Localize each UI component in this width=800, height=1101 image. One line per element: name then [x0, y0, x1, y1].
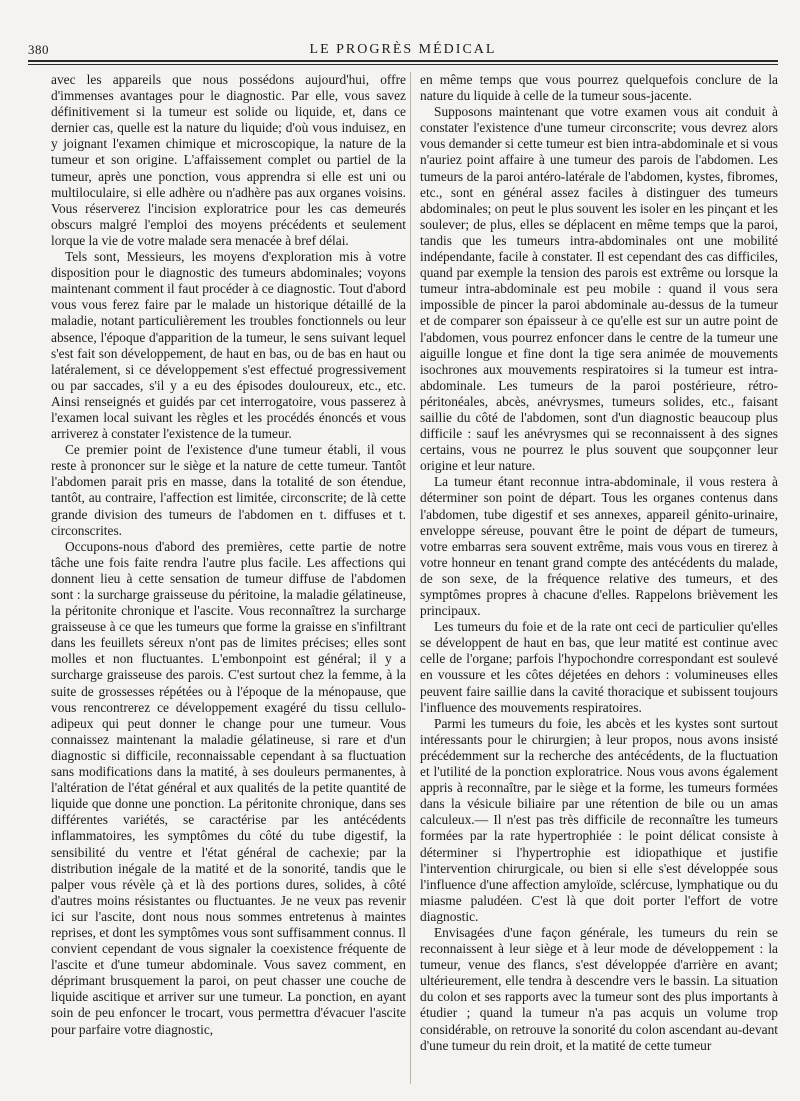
- paragraph: Envisagées d'une façon générale, les tumeurs du rein se reconnaissent à leur siège et à leur mode de développement : la tumeur, venue des flancs, s'est développée d'arrière en avant; ultérieurement, elle tendra à descendre vers le bassin. La situation du colon et ses rapports avec la tumeur sont des plus importants à étudier ; quand la tumeur n'a pas acquis un volume trop considérable, on retrouve la sonorité du colon ascendant au-devant d'une tumeur du rein droit, et la matité de cette tumeur: [420, 924, 778, 1053]
- paragraph: Occupons-nous d'abord des premières, cette partie de notre tâche une fois faite rendra l'autre plus facile. Les affections qui donnent lieu à cette sensation de tumeur diffuse de l'abdomen sont : la surcharge graisseuse du péritoine, la maladie gélatineuse, la péritonite chronique et l'ascite. Vous reconnaîtrez la surcharge graisseuse à ce que les tumeurs que forme la graisse en s'infiltrant dans les feuillets séreux n'ont pas de limites précises; elles sont molles et non fluctuantes. L'embonpoint est général; il y a surcharge graisseuse des parois. C'est surtout chez la femme, à la suite de grossesses répétées ou à l'époque de la ménopause, que vous rencontrerez ce développement exagéré du tissu cellulo-adipeux qui peut donner le change pour une tumeur. Vous connaissez maintenant la maladie gélatineuse, si rare et d'un diagnostic si difficile, reconnaissable cependant à sa fluctuation sans modifications dans la matité, à ses douleurs permanentes, à l'altération de l'état général et aux qualités de la petite quantité de liquide que donne une ponction. La péritonite chronique, dans ses différentes variétés, se caractérise par les antécédents inflammatoires, les symptômes du côté du tube digestif, la sensibilité du ventre et l'état général de cachexie; par la distribution inégale de la matité et de la sonorité, tandis que le palper vous révèle çà et là des portions dures, solides, à côté d'autres moins résistantes ou fluctuantes. Je ne veux pas revenir ici sur l'ascite, dont nous nous sommes entretenus à maintes reprises, et dont les symptômes vous sont suffisamment connus. Il convient cependant de vous signaler la coexistence fréquente de l'ascite et d'une tumeur abdominale. Vous savez comment, en déprimant brusquement la paroi, on peut chasser une couche de liquide ascitique et arriver sur une tumeur. La ponction, en ayant soin de peu enfoncer le trocart, vous permettra d'évacuer l'ascite pour parfaire votre diagnostic,: [51, 538, 406, 1037]
- right-column: [420, 72, 778, 1054]
- paragraph: Ce premier point de l'existence d'une tumeur établi, il vous reste à prononcer sur le siège et la nature de cette tumeur. Tantôt l'abdomen parait pris en masse, dans la totalité de son étendue, tantôt, au contraire, l'affection est limitée, circonscrite; de là cette grande division des tumeurs de l'abdomen en t. diffuses et t. circonscrites.: [51, 442, 406, 538]
- header-rule-thin: [28, 64, 778, 65]
- page-number: 380: [28, 42, 49, 57]
- running-header: [28, 36, 778, 62]
- paragraph: Tels sont, Messieurs, les moyens d'exploration mis à votre disposition pour le diagnostic des tumeurs abdominales; voyons maintenant comment il faut procéder à ce diagnostic. Tout d'abord vous vous ferez faire par le malade un historique détaillé de la maladie, notant particulièrement les troubles fonctionnels ou leur absence, l'époque d'apparition de la tumeur, le sens suivant lequel s'est fait son développement, de haut en bas, ou de bas en haut ou latéralement, si ce développement s'est effectué progressivement ou par saccades, s'il y a eu des épisodes douloureux, etc., etc. Ainsi renseignés et guidés par cet interrogatoire, vous passerez à l'examen local suivant les règles et les procédés énoncés et vous arriverez à constater l'existence de la tumeur.: [51, 249, 406, 442]
- paragraph: en même temps que vous pourrez quelquefois conclure de la nature du liquide à celle de la tumeur sous-jacente.: [420, 72, 778, 104]
- left-column: [51, 72, 406, 1038]
- paragraph: Les tumeurs du foie et de la rate ont ceci de particulier qu'elles se développent de haut en bas, que leur matité est continue avec celle de l'organe; parfois l'hypochondre correspondant est soulevé en voussure et les côtes déjetées en dehors : volumineuses elles peuvent faire saillie dans la cavité thoracique et subissent toujours l'influence des mouvements respiratoires.: [420, 619, 778, 715]
- paragraph: La tumeur étant reconnue intra-abdominale, il vous restera à déterminer son point de départ. Tous les organes contenus dans l'abdomen, tube digestif et ses annexes, appareil génito-urinaire, enveloppe séreuse, pouvant être le point de départ de tumeurs, votre embarras sera souvent extrême, mais vous vous en tirerez à votre honneur en tenant grand compte des antécédents du malade, de son sexe, de la fréquence relative des tumeurs, et des symptômes propres à chacune d'elles. Rappelons brièvement les principaux.: [420, 474, 778, 619]
- header-rule-thick: [28, 60, 778, 62]
- paragraph: avec les appareils que nous possédons aujourd'hui, offre d'immenses avantages pour le diagnostic. Par elle, vous savez définitivement si la tumeur est solide ou liquide, et, dans ce dernier cas, quelle est la nature du liquide; d'où vous induisez, en y joignant l'examen chimique et microscopique, la nature de la tumeur et son origine. L'affaissement complet ou partiel de la tumeur, après une ponction, vous apprendra si elle est uni ou multiloculaire, si elle adhère ou n'adhère pas aux organes voisins. Vous réserverez l'incision exploratrice pour les cas demeurés obscurs malgré l'emploi des moyens précédents et seulement lorque la vie de votre malade sera menacée à bref délai.: [51, 72, 406, 248]
- column-divider: [410, 72, 411, 1084]
- paragraph: Parmi les tumeurs du foie, les abcès et les kystes sont surtout intéressants pour le chirurgien; à leur propos, nous avons insisté précédemment sur la recherche des antécédents, de la fluctuation et l'utilité de la ponction exploratrice. Nous vous avons également appris à reconnaître, par le siège et la forme, les tumeurs formées dans la vésicule biliaire par une rétention de bile ou un amas calculeux.— Il n'est pas très difficile de reconnaître les tumeurs formées par la rate hypertrophiée : le point délicat consiste à déterminer si l'hypertrophie est idiopathique et justifie l'intervention chirurgicale, ou bien si elle s'est développée sous l'influence d'une affection amyloïde, sclércuse, lymphatique ou du miasme paludéen. C'est là que doit porter l'effort de votre diagnostic.: [420, 715, 778, 924]
- paragraph: Supposons maintenant que votre examen vous ait conduit à constater l'existence d'une tumeur circonscrite; vous devrez alors vous demander si cette tumeur est bien intra-abdominale et si vous n'auriez point affaire à une tumeur des parois de l'abdomen. Les tumeurs de la paroi antéro-latérale de l'abdomen, kystes, fibromes, etc., sont en général assez faciles à distinguer des tumeurs abdominales; on peut le plus souvent les isoler en les pinçant et les soulever; de plus, elles se déplacent en même temps que la paroi, tandis que les tumeurs intra-abdominales ont une mobilité indépendante, facile à constater. Il est cependant des cas difficiles, quand par exemple la tension des parois est extrême ou lorsque la tumeur intra-abdominale est peu mobile : quand il vous sera impossible de pincer la paroi abdominale au-dessus de la tumeur et de comparer son épaisseur à ce qu'elle est sur un autre point de l'abdomen, vous pourrez enfoncer dans le centre de la tumeur une aiguille longue et fine dont la tige sera animée de mouvements isochrones aux mouvements respiratoires si la tumeur est intra-abdominale. Les tumeurs de la paroi postérieure, rétro-péritonéales, abcès, anévrysmes, tumeurs solides, etc., faisant saillie du côté de l'abdomen, sont d'un diagnostic beaucoup plus difficile : sauf les anévrysmes qui se reconnaissent à des signes certains, vous ne pourrez le plus souvent que soupçonner leur origine et leur nature.: [420, 104, 778, 474]
- journal-title: LE PROGRÈS MÉDICAL: [309, 42, 497, 57]
